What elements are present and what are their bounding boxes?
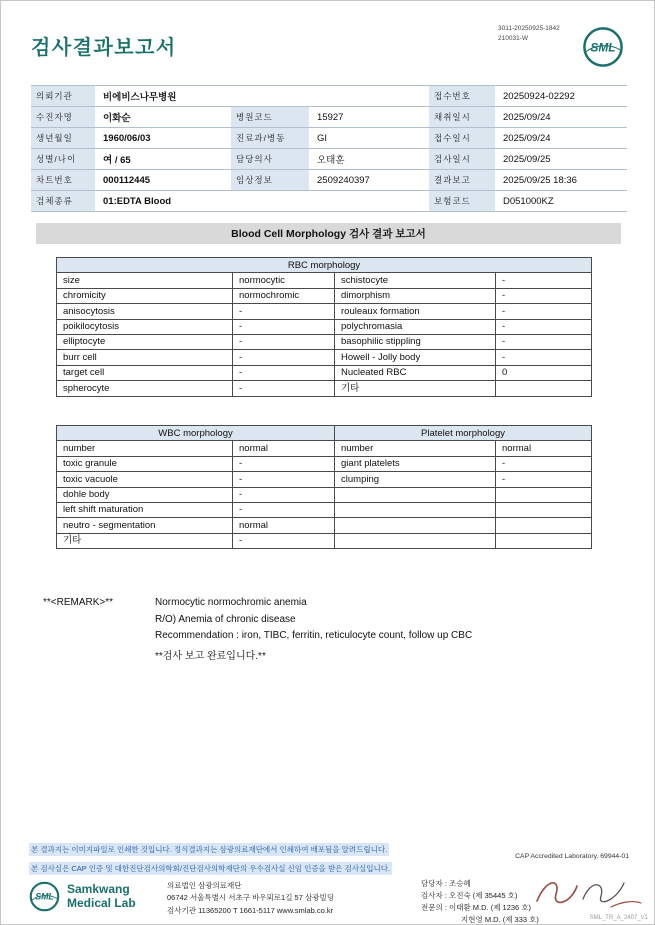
table-row [57, 487, 592, 502]
section-title: Blood Cell Morphology 검사 결과 보고서 [36, 223, 621, 244]
remark-line: R/O) Anemia of chronic disease [155, 613, 296, 625]
remark-block [43, 597, 613, 667]
info-label: 차트번호 [31, 170, 95, 190]
table-cell: 기타 [335, 381, 496, 396]
lab-address-block [167, 880, 334, 917]
table-cell [335, 502, 496, 517]
info-value: 01:EDTA Blood [103, 195, 172, 207]
table-cell: normal [233, 518, 335, 533]
staff-line: 지현영 M.D. (제 333 호) [461, 915, 539, 924]
info-row [31, 191, 627, 212]
staff-line: 검사자 : 오진숙 (제 35445 호) [421, 891, 518, 900]
footer-logo-wordmark [67, 883, 136, 911]
table-cell: normochromic [233, 288, 335, 303]
info-label: 채취일시 [429, 107, 495, 127]
rbc-table-header: RBC morphology [57, 258, 592, 273]
org-line: 의료법인 삼광의료재단 [167, 881, 242, 890]
org-line: 06742 서울특별시 서초구 바우뫼로1길 57 삼광빌딩 [167, 893, 334, 903]
info-value: 20250924-02292 [503, 90, 575, 102]
cap-accreditation-text: CAP Accredited Laboratory. 69944-01 [515, 853, 629, 860]
table-cell: dimorphism [335, 288, 496, 303]
info-label: 검체종류 [31, 191, 95, 211]
table-row [57, 441, 592, 456]
info-value: 오태훈 [317, 155, 345, 166]
signature-icon [527, 869, 647, 919]
table-cell [335, 533, 496, 548]
table-cell: - [496, 472, 592, 487]
svg-text:SML: SML [35, 891, 54, 902]
table-cell: clumping [335, 472, 496, 487]
sml-logo-icon [582, 26, 624, 68]
table-cell: - [496, 334, 592, 349]
remark-label: **<REMARK>** [43, 597, 114, 608]
table-cell: chromicity [57, 288, 233, 303]
info-row [31, 170, 627, 191]
info-value: 여 / 65 [103, 155, 131, 166]
table-cell: number [335, 441, 496, 456]
info-label: 접수일시 [429, 128, 495, 148]
info-label: 임상정보 [231, 170, 309, 190]
table-cell: - [233, 381, 335, 396]
table-cell: Howell - Jolly body [335, 350, 496, 365]
table-cell: - [233, 487, 335, 502]
table-cell: spherocyte [57, 381, 233, 396]
table-cell: - [496, 304, 592, 319]
info-label: 접수번호 [429, 86, 495, 106]
table-cell: polychromasia [335, 319, 496, 334]
table-cell: Nucleated RBC [335, 365, 496, 380]
platelet-table-header: Platelet morphology [335, 426, 592, 441]
remark-line: **검사 보고 완료입니다.** [155, 650, 266, 662]
info-value: 2025/09/25 18:36 [503, 174, 577, 186]
table-row [57, 288, 592, 303]
doc-number-line: 210031-W [498, 34, 528, 42]
table-cell: - [233, 365, 335, 380]
info-row [31, 107, 627, 128]
footer-logo-line: Samkwang [67, 881, 130, 896]
info-row [31, 86, 627, 107]
remark-line: Recommendation : iron, TIBC, ferritin, reticulocyte count, follow up CBC [155, 630, 473, 641]
table-cell: target cell [57, 365, 233, 380]
doc-numbers [498, 24, 560, 44]
table-cell [335, 487, 496, 502]
remark-line: Normocytic normochromic anemia [155, 597, 307, 608]
info-value: 2025/09/24 [503, 132, 551, 144]
table-cell: - [496, 288, 592, 303]
info-value: GI [317, 132, 328, 144]
info-row [31, 149, 627, 170]
info-label: 결과보고 [429, 170, 495, 190]
info-label: 병원코드 [231, 107, 309, 127]
table-cell: burr cell [57, 350, 233, 365]
table-cell: normal [496, 441, 592, 456]
wbc-table-body [57, 441, 592, 549]
staff-block [421, 878, 539, 925]
table-row [57, 533, 592, 548]
table-cell: - [233, 334, 335, 349]
table-cell: rouleaux formation [335, 304, 496, 319]
info-label: 의뢰기관 [31, 86, 95, 106]
table-row [57, 273, 592, 288]
table-row [57, 319, 592, 334]
table-cell [496, 502, 592, 517]
table-cell: schistocyte [335, 273, 496, 288]
table-row [57, 304, 592, 319]
table-cell: - [233, 319, 335, 334]
footer-logo [29, 881, 136, 912]
table-cell: - [233, 502, 335, 517]
table-cell: - [233, 304, 335, 319]
info-value: 15927 [317, 111, 344, 123]
table-cell [496, 487, 592, 502]
table-cell: - [233, 533, 335, 548]
page-title: 검사결과보고서 [31, 37, 177, 59]
table-cell [496, 533, 592, 548]
table-cell: - [233, 456, 335, 471]
table-cell: - [496, 319, 592, 334]
table-cell: number [57, 441, 233, 456]
table-cell [496, 381, 592, 396]
table-cell: left shift maturation [57, 502, 233, 517]
info-value: 2025/09/25 [503, 153, 551, 165]
info-value: 000112445 [103, 174, 151, 186]
table-cell: normal [233, 441, 335, 456]
table-row [57, 518, 592, 533]
info-value: 2509240397 [317, 174, 370, 186]
info-label: 보험코드 [429, 191, 495, 211]
table-cell: - [233, 350, 335, 365]
table-cell: - [233, 472, 335, 487]
rbc-table [56, 257, 592, 397]
doc-number-line: 3011-20250925-1842 [498, 25, 560, 32]
table-cell: - [496, 273, 592, 288]
info-value: 2025/09/24 [503, 111, 551, 123]
sml-logo [582, 26, 624, 73]
table-row [57, 381, 592, 396]
footer-logo-line: Medical Lab [67, 895, 136, 910]
info-label: 담당의사 [231, 149, 309, 169]
form-code: SML_TR_A_2407_V1 [589, 915, 648, 921]
table-cell [496, 518, 592, 533]
table-cell: neutro - segmentation [57, 518, 233, 533]
table-cell: dohle body [57, 487, 233, 502]
table-row [57, 502, 592, 517]
table-cell [335, 518, 496, 533]
staff-line: 전문의 : 이태환 M.D. (제 1236 호) [421, 903, 532, 912]
staff-line: 담당자 : 조승혜 [421, 879, 471, 888]
info-row [31, 128, 627, 149]
org-line: 검사기관 11365200 T 1661-5117 www.smlab.co.kr [167, 905, 334, 915]
info-label: 수진자명 [31, 107, 95, 127]
table-cell: basophilic stippling [335, 334, 496, 349]
table-cell: - [496, 456, 592, 471]
info-label: 생년월일 [31, 128, 95, 148]
footer [29, 877, 641, 925]
table-cell: toxic granule [57, 456, 233, 471]
table-cell: 0 [496, 365, 592, 380]
wbc-table [56, 425, 592, 549]
info-value: 비에비스나무병원 [103, 92, 177, 103]
table-cell: 기타 [57, 533, 233, 548]
table-row [57, 365, 592, 380]
info-label: 진료과/병동 [231, 128, 309, 148]
table-row [57, 472, 592, 487]
table-cell: elliptocyte [57, 334, 233, 349]
table-cell: - [496, 350, 592, 365]
table-row [57, 334, 592, 349]
info-value: D051000KZ [503, 195, 554, 207]
wbc-table-header: WBC morphology [57, 426, 335, 441]
patient-info-grid [31, 85, 627, 212]
notice-line: 본 검사실은 CAP 인증 및 대한진단검사의학회/진단검사의학재단의 우수검사실 신임 인증을 받은 검사실입니다. [31, 864, 391, 873]
table-cell: normocytic [233, 273, 335, 288]
rbc-table-body [57, 273, 592, 396]
notice-line: 본 결과지는 이미지파일로 인쇄한 것입니다. 정식결과지는 삼광의료재단에서 인쇄하여 배포됨을 알려드립니다. [31, 845, 388, 854]
table-cell: giant platelets [335, 456, 496, 471]
info-label: 검사일시 [429, 149, 495, 169]
svg-text:SML: SML [590, 40, 616, 55]
sml-logo-icon [29, 881, 60, 912]
table-cell: size [57, 273, 233, 288]
info-value: 이화순 [103, 113, 131, 124]
table-row [57, 456, 592, 471]
info-label: 성별/나이 [31, 149, 95, 169]
table-row [57, 350, 592, 365]
table-cell: anisocytosis [57, 304, 233, 319]
info-value: 1960/06/03 [103, 132, 151, 144]
table-cell: toxic vacuole [57, 472, 233, 487]
remark-lines [155, 597, 472, 667]
table-cell: poikilocytosis [57, 319, 233, 334]
